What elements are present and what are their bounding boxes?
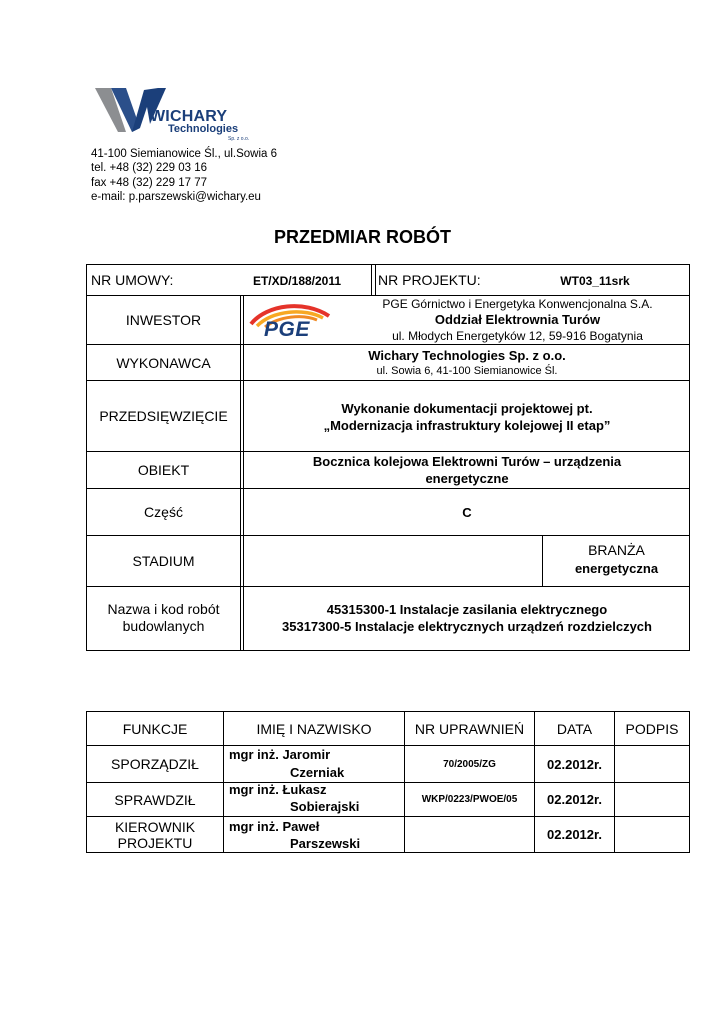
branza-value: energetyczna bbox=[574, 560, 659, 576]
kod-line1: 45315300-1 Instalacje zasilania elektrycznego bbox=[326, 601, 608, 617]
logo-name: WICHARY bbox=[150, 108, 228, 125]
branza-label: BRANŻA bbox=[588, 542, 645, 558]
sig-row-name-line2: Sobierajski bbox=[290, 799, 360, 814]
czesc-label: Część bbox=[144, 504, 183, 520]
sig-header-permit: NR UPRAWNIEŃ bbox=[414, 720, 525, 737]
sig-row-date: 02.2012r. bbox=[547, 827, 602, 842]
kod-line2: 35317300-5 Instalacje elektrycznych urządzeń rozdzielczych bbox=[282, 618, 652, 634]
sig-row-function: KIEROWNIK bbox=[114, 818, 196, 835]
sig-row-date: 02.2012r. bbox=[547, 792, 602, 807]
wykonawca-label: WYKONAWCA bbox=[116, 354, 211, 371]
sig-row-name-line1: mgr inż. Jaromir bbox=[229, 747, 331, 762]
projektu-value: WT03_11srk bbox=[560, 274, 630, 288]
sig-row-name-line2: Parszewski bbox=[290, 836, 361, 851]
sig-row-function: SPRAWDZIŁ bbox=[114, 791, 196, 808]
contact-phone: tel. +48 (32) 229 03 16 bbox=[91, 162, 208, 175]
obiekt-label: OBIEKT bbox=[137, 462, 190, 478]
obiekt-line2: energetyczne bbox=[425, 470, 509, 486]
projektu-label: NR PROJEKTU: bbox=[378, 272, 481, 288]
inwestor-branch: Oddział Elektrownia Turów bbox=[434, 311, 601, 327]
kod-label-line2: budowlanych bbox=[122, 617, 205, 634]
sig-row-function-line2: PROJEKTU bbox=[117, 834, 193, 851]
obiekt-line1: Bocznica kolejowa Elektrowni Turów – urządzenia bbox=[312, 453, 622, 469]
przedsiewziecie-line2: „Modernizacja infrastruktury kolejowej II etap” bbox=[323, 417, 611, 433]
przedsiewziecie-label: PRZEDSIĘWZIĘCIE bbox=[99, 408, 228, 424]
contact-address: 41-100 Siemianowice Śl., ul.Sowia 6 bbox=[91, 148, 278, 160]
sig-header-name: IMIĘ I NAZWISKO bbox=[256, 720, 372, 737]
logo-company-type: Sp. z o.o. bbox=[228, 136, 250, 142]
przedsiewziecie-line1: Wykonanie dokumentacji projektowej pt. bbox=[341, 400, 593, 416]
contact-email[interactable]: e-mail: p.parszewski@wichary.eu bbox=[91, 191, 261, 204]
umowy-value: ET/XD/188/2011 bbox=[252, 274, 342, 288]
wykonawca-address: ul. Sowia 6, 41-100 Siemianowice Śl. bbox=[376, 365, 558, 377]
sig-row-date: 02.2012r. bbox=[547, 756, 602, 772]
sig-row-name-line1: mgr inż. Łukasz bbox=[229, 782, 327, 797]
inwestor-address: ul. Młodych Energetyków 12, 59-916 Bogatynia bbox=[392, 328, 643, 343]
stadium-label: STADIUM bbox=[132, 553, 195, 569]
page-title: PRZEDMIAR ROBÓT bbox=[274, 227, 451, 247]
sig-row-permit: 70/2005/ZG bbox=[443, 758, 496, 770]
sig-header-signature: PODPIS bbox=[625, 720, 679, 737]
sig-header-funkcje: FUNKCJE bbox=[122, 720, 188, 737]
sig-row-function: SPORZĄDZIŁ bbox=[111, 756, 199, 772]
czesc-value: C bbox=[462, 504, 472, 520]
sig-row-permit: WKP/0223/PWOE/05 bbox=[421, 794, 518, 805]
inwestor-company: PGE Górnictwo i Energetyka Konwencjonalna S.A. bbox=[382, 297, 653, 311]
sig-header-date: DATA bbox=[556, 720, 593, 737]
contact-block bbox=[91, 147, 277, 205]
contact-fax: fax +48 (32) 229 17 77 bbox=[91, 176, 208, 189]
pge-logo-text: PGE bbox=[264, 318, 310, 341]
inwestor-label: INWESTOR bbox=[125, 312, 202, 328]
sig-row-name-line1: mgr inż. Paweł bbox=[229, 819, 320, 834]
sig-row-name-line2: Czerniak bbox=[290, 765, 345, 780]
wykonawca-name: Wichary Technologies Sp. z o.o. bbox=[368, 347, 566, 363]
logo-subtitle: Technologies bbox=[168, 123, 239, 135]
kod-label-line1: Nazwa i kod robót bbox=[107, 600, 220, 617]
umowy-label: NR UMOWY: bbox=[91, 272, 174, 288]
